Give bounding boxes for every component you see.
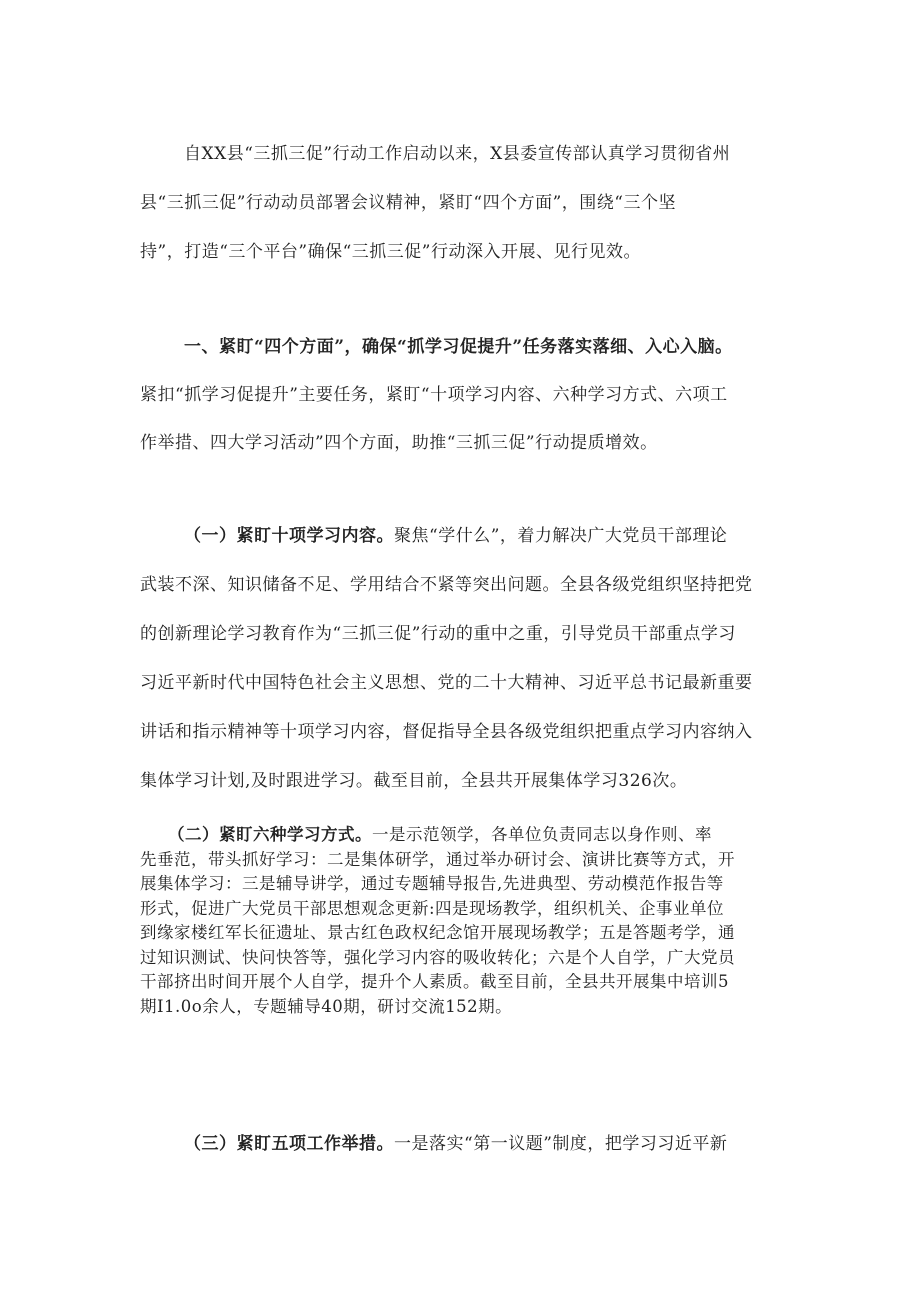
subsection-one-line: 的创新理论学习教育作为“三抓三促”行动的重中之重，引导党员干部重点学习 bbox=[140, 624, 736, 644]
subsection-two-line: 展集体学习：三是辅导讲学，通过专题辅导报告,先进典型、劳动模范作报告等 bbox=[140, 874, 724, 893]
subsection-one-line: 武装不深、知识储备不足、学用结合不紧等突出问题。全县各级党组织坚持把党 bbox=[140, 575, 753, 595]
section-one-heading: 一、紧盯“四个方面”，确保“抓学习促提升”任务落实落细、入心入脑。 bbox=[184, 337, 733, 357]
subsection-three-text: 一是落实“第一议题”制度，把学习习近平新 bbox=[394, 1134, 728, 1154]
subsection-two-first-line bbox=[140, 823, 790, 848]
intro-paragraph bbox=[140, 130, 790, 277]
subsection-one-title: （一）紧盯十项学习内容。 bbox=[184, 526, 394, 546]
intro-line: 持”，打造“三个平台”确保“三抓三促”行动深入开展、见行见效。 bbox=[140, 242, 641, 262]
subsection-one-line: 集体学习计划,及时跟进学习。截至目前，全县共开展集体学习326次。 bbox=[140, 771, 688, 791]
subsection-two-line: 先垂范，带头抓好学习：二是集体研学，通过举办研讨会、演讲比赛等方式，开 bbox=[140, 849, 735, 869]
subsection-one-first-line bbox=[140, 512, 790, 561]
subsection-one-line: 讲话和指示精神等十项学习内容，督促指导全县各级党组织把重点学习内容纳入 bbox=[140, 722, 753, 742]
subsection-three-title: （三）紧盯五项工作举措。 bbox=[184, 1134, 394, 1154]
subsection-two bbox=[140, 823, 790, 1019]
subsection-two-text: 一是示范领学，各单位负责同志以身作则、率 bbox=[372, 825, 712, 844]
section-one-line: 作举措、四大学习活动”四个方面，助推“三抓三促”行动提质增效。 bbox=[140, 433, 658, 453]
subsection-two-line: 干部挤出时间开展个人自学，提升个人素质。截至目前，全县共开展集中培训5 bbox=[140, 972, 729, 991]
section-one-line: 紧扣“抓学习促提升”主要任务，紧盯“十项学习内容、六种学习方式、六项工 bbox=[140, 385, 728, 405]
subsection-one-text: 聚焦“学什么”，着力解决广大党员干部理论 bbox=[394, 526, 728, 546]
intro-line: 县“三抓三促”行动动员部署会议精神，紧盯“四个方面”，围绕“三个坚 bbox=[140, 193, 676, 213]
subsection-three-first-line bbox=[140, 1124, 790, 1164]
subsection-two-line: 形式，促进广大党员干部思想观念更新:四是现场教学，组织机关、企事业单位 bbox=[140, 898, 725, 918]
section-one bbox=[140, 323, 790, 467]
subsection-two-title: （二）紧盯六种学习方式。 bbox=[168, 825, 372, 844]
subsection-two-line: 到缘家楼红军长征遗址、景古红色政权纪念馆开展现场教学；五是答题考学，通 bbox=[140, 923, 735, 942]
subsection-two-line: 过知识测试、快问快答等，强化学习内容的吸收转化；六是个人自学，广大党员 bbox=[140, 947, 735, 967]
subsection-two-line: 期I1.0o余人，专题辅导40期，研讨交流152期。 bbox=[140, 996, 513, 1016]
subsection-three bbox=[140, 1124, 790, 1164]
subsection-one bbox=[140, 512, 790, 806]
subsection-one-line: 习近平新时代中国特色社会主义思想、党的二十大精神、习近平总书记最新重要 bbox=[140, 673, 753, 693]
intro-line: 自XX县“三抓三促”行动工作启动以来，X县委宣传部认真学习贯彻省州 bbox=[184, 144, 731, 164]
